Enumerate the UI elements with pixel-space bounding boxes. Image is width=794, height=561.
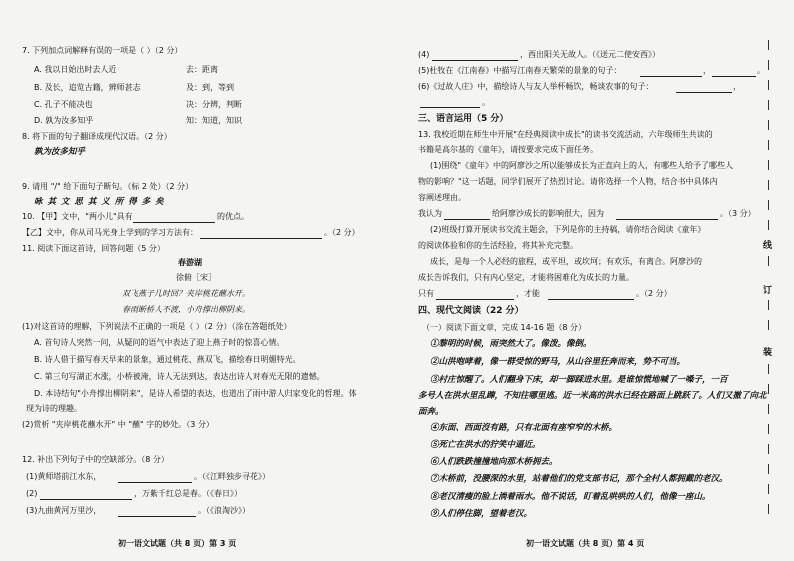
q12-line-6-pre: (6)《过故人庄》中，描绘诗人与友人举杯畅饮，畅谈农事的句子： <box>418 82 654 91</box>
page-4-footer: 初一语文试题（共 8 页）第 4 页 <box>526 539 645 548</box>
q13-sub2-c: 成长，是每一个人必经的旅程，或平坦，或坎坷；有欢乐，有离合。阿廖沙的 <box>430 257 702 266</box>
section-4-heading: 四、现代文阅读（22 分） <box>418 306 524 316</box>
q12-line-6-mid: ， <box>733 82 741 91</box>
paragraph-8: ⑧老汉清瘦的脸上淌着雨水。他不说话，盯着乱哄哄的人们，他像一座山。 <box>430 492 711 502</box>
q13-sub2-fill-end: 。（2 分） <box>636 289 672 298</box>
q13-sub2-fill-mid: ，才能 <box>516 289 540 298</box>
q13-sub2-fill-pre: 只有 <box>418 289 434 298</box>
q13-sub1-b: 物的影响？"这一话题，同学们展开了热烈讨论。请你选择一个人物，结合书中具体内 <box>418 177 718 186</box>
q11-stem: 11. 阅读下面这首诗，回答问题（5 分） <box>22 244 165 253</box>
paragraph-1: ①黎明的时候，雨突然大了。像泼。像倒。 <box>430 339 592 349</box>
q13-sub1-fill-pre: 我认为 <box>418 209 442 218</box>
q13-sub2-a: (2)班级打算开展读书交流主题会，下列是你的主持稿，请你结合阅读《童年》 <box>430 225 706 234</box>
q12-blank-6a[interactable] <box>676 92 732 93</box>
poem-author: 徐俯［宋］ <box>176 273 216 282</box>
q13-sub2-d: 成长告诉我们，只有内心坚定，才能将困难化为成长的力量。 <box>418 273 634 282</box>
q10-part1-end: 的优点。 <box>217 212 249 221</box>
q10-blank-2[interactable] <box>200 238 322 239</box>
paragraph-5: ⑤死亡在洪水的狞笑中逼近。 <box>430 440 541 450</box>
q7-stem: 7. 下列加点词解释有误的一项是（ ）（2 分） <box>22 46 183 55</box>
q8-stem: 8. 将下面的句子翻译成现代汉语。（2 分） <box>22 132 172 141</box>
page-4 <box>400 0 794 561</box>
q12-stem: 12. 补出下列句子中的空缺部分。（8 分） <box>22 455 169 464</box>
q7-option-d-gloss: 知：知道，知识 <box>186 116 242 125</box>
q12-blank-5a[interactable] <box>640 76 702 77</box>
poem-line-2: 春雨断桥人不渡，小舟撑出柳阴来。 <box>122 305 250 314</box>
q13-sub1-c: 容阐述理由。 <box>418 193 466 202</box>
q7-option-b: B. 及长，追览古籍，辨师甚志 <box>34 83 141 92</box>
poem-line-1: 双飞燕子几时回？夹岸桃花蘸水开。 <box>122 289 250 298</box>
section-3-heading: 三、语言运用（5 分） <box>418 114 509 124</box>
q12-blank-2[interactable] <box>40 499 132 500</box>
q12-line-2-pre: (2) <box>26 489 38 498</box>
q11-sub1-option-b: B. 诗人借于描写春天早来的景象，通过桃花、燕双飞，描绘春日明媚特光。 <box>34 355 301 364</box>
q12-blank-3[interactable] <box>118 516 196 517</box>
paragraph-7: ⑦木桥前，没腰深的水里，站着他们的党支部书记，那个全村人都拥戴的老汉。 <box>430 474 728 484</box>
q12-line-3-pre: (3)九曲黄河万里沙， <box>26 506 102 515</box>
q13-sub1-fill-end: 。（3 分） <box>720 209 756 218</box>
q12-line-1-post: 。（《江畔独步寻花》） <box>194 472 270 481</box>
q13-sub1-a: (1)围绕"《童年》中的阿廖沙之所以能够成长为正直向上的人，有哪些人给予了哪些人 <box>430 161 734 170</box>
q8-sentence: 孰为汝多知乎 <box>34 147 86 157</box>
q13-sub1-blank-2[interactable] <box>616 219 718 220</box>
passage-heading: （一）阅读下面文章，完成 14-16 题（8 分） <box>422 323 586 332</box>
paragraph-2: ②山洪咆哮着，像一群受惊的野马，从山谷里狂奔而来，势不可当。 <box>430 357 686 367</box>
q11-sub2: (2)赏析 "夹岸桃花蘸水开" 中 "蘸" 字的妙处。（3 分） <box>22 420 214 429</box>
q12-line-1-pre: (1)黄师塔前江水东， <box>26 472 102 481</box>
q7-option-d: D. 孰为汝多知乎 <box>34 116 94 125</box>
poem-title: 春游湖 <box>178 258 202 267</box>
q7-option-a-gloss: 去：距离 <box>186 65 218 74</box>
q12-line-4-pre: (4) <box>418 50 430 59</box>
q10-blank-1[interactable] <box>133 222 215 223</box>
binding-line <box>762 0 776 561</box>
q13-intro-1: 13. 我校近期在师生中开展"在经典阅读中成长"的读书交流活动，六年级师生共读的 <box>418 130 713 139</box>
q11-sub1-option-c: C. 第三句写湖正水涨，小桥被淹，诗人无法到达，表达出诗人对春光无限的遗憾。 <box>34 372 325 381</box>
q13-sub2-blank-2[interactable] <box>548 299 634 300</box>
q12-line-4-post: ，西出阳关无故人。（《送元二使安西》） <box>520 50 660 59</box>
q12-line-5-post: 。 <box>757 66 765 75</box>
q12-line-6-end: 。 <box>482 98 490 107</box>
q12-line-5-mid: ， <box>703 66 711 75</box>
q9-stem: 9. 请用 "/" 给下面句子断句。（标 2 处）（2 分） <box>22 182 194 191</box>
q12-line-5-pre: (5)杜牧在《江南春》中描写江南春天繁荣的景象的句子： <box>418 66 622 75</box>
q12-line-2-post: ，万紫千红总是春。（《春日》） <box>134 489 242 498</box>
paragraph-9: ⑨人们停住脚，望着老汉。 <box>430 509 533 519</box>
q10-part1: 10. 【甲】文中，"两小儿"具有 <box>22 212 133 221</box>
paragraph-4: ④东面、西面沒有路，只有北面有座窄窄的木桥。 <box>430 423 618 433</box>
q11-sub1-option-a: A. 首句诗人突然一问，从疑问的语气中表达了迎上燕子时的惊喜心情。 <box>34 338 285 347</box>
q13-sub2-blank-1[interactable] <box>436 299 514 300</box>
q7-option-c-gloss: 决：分辨，判断 <box>186 100 242 109</box>
q7-option-a: A. 我以日始出时去人近 <box>34 65 117 74</box>
q10-part2-end: 。（2 分） <box>324 228 360 237</box>
q13-sub2-b: 的阅读体验和你的生活经验，将其补充完整。 <box>418 241 578 250</box>
q12-blank-4[interactable] <box>432 60 518 61</box>
q13-intro-2: 书籍是高尔基的《童年》，请按要求完成下面任务。 <box>418 145 598 154</box>
q12-line-3-post: 。（《浪淘沙》） <box>198 506 250 515</box>
q12-blank-6b[interactable] <box>420 107 480 108</box>
paragraph-6: ⑥人们跌跌撞撞地向那木桥拥去。 <box>430 457 558 467</box>
q7-option-c: C. 孔子不能决也 <box>34 100 93 109</box>
q12-blank-1[interactable] <box>118 482 192 483</box>
paragraph-3-end: 面奔。 <box>418 407 444 417</box>
q13-sub1-fill-mid: 给阿廖沙成长的影响很大，因为 <box>492 209 604 218</box>
paragraph-3: ③村庄惊醒了。人们翻身下床，却一脚踩进水里。是谁惊慌地喊了一嗓子，一百 <box>430 375 728 385</box>
q9-sentence: 咏 其 文 思 其 义 所 得 多 矣 <box>34 197 165 207</box>
q7-option-b-gloss: 及：到，等到 <box>186 83 234 92</box>
q13-sub1-blank-1[interactable] <box>444 219 490 220</box>
page-3-footer: 初一语文试题（共 8 页）第 3 页 <box>118 539 237 548</box>
q11-sub1-option-d: D. 本诗结句"小舟撑出柳阴来"，是诗人希望的表达，也道出了雨中游人归家变化的哲理。体 <box>34 389 357 398</box>
q12-blank-5b[interactable] <box>712 76 756 77</box>
binding-mark-2: 订 <box>763 286 773 296</box>
q10-part2: 【乙】文中，你从司马光身上学到的学习方法有： <box>22 228 198 237</box>
q11-sub1: (1)对这首诗的理解，下列说法不正确的一项是（ ）（2 分）（涂在答题纸处） <box>22 322 292 331</box>
binding-mark-1: 线 <box>763 241 773 251</box>
q11-sub1-option-d-cont: 现为诗的理趣。 <box>26 404 82 413</box>
paragraph-3-cont: 多号人在洪水里乱蹿，不知往哪里逃。近一米高的洪水已经在路面上跳跃了。人们又撤了向北 <box>418 391 767 401</box>
binding-mark-3: 装 <box>763 348 773 358</box>
